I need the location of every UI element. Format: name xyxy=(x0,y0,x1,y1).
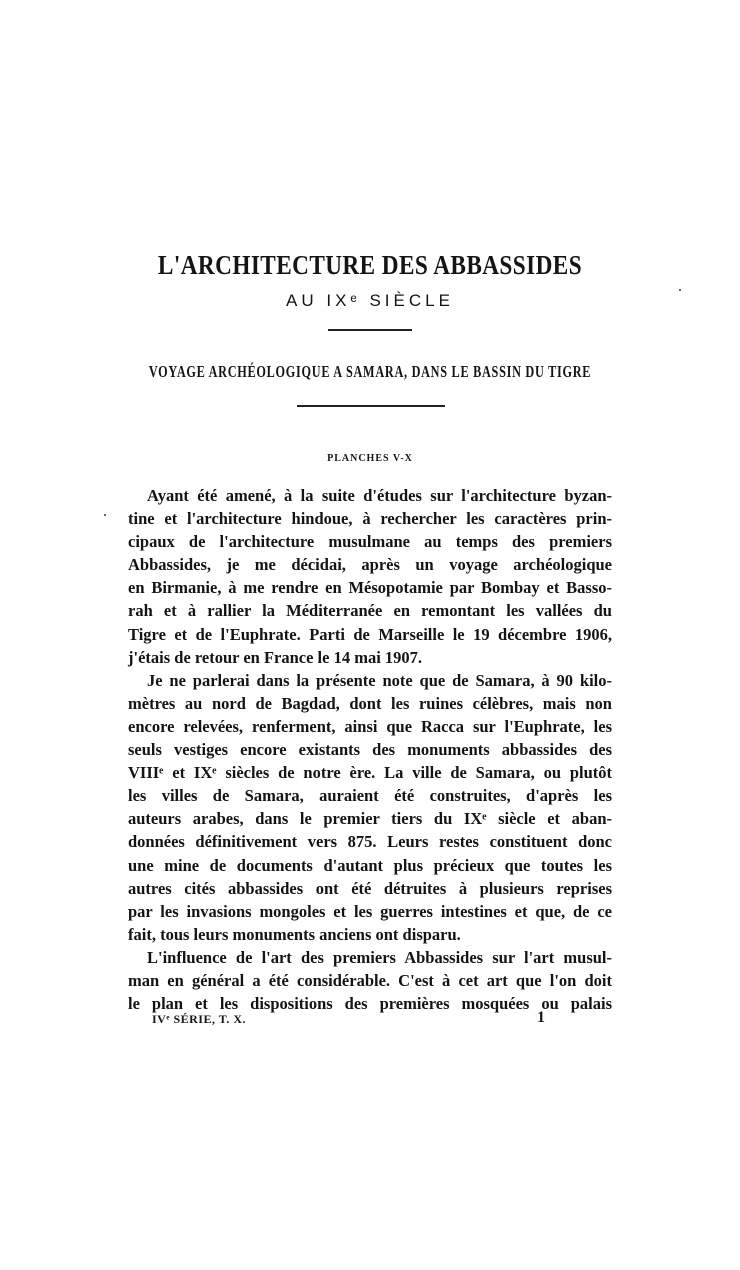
text-line: une mine de documents d'autant plus précieux que toutes les xyxy=(128,855,612,875)
article-heading: VOYAGE ARCHÉOLOGIQUE A SAMARA, DANS LE BASSIN DU TIGRE xyxy=(148,362,592,381)
page-number: 1 xyxy=(537,1009,545,1026)
title-divider xyxy=(328,329,412,331)
text-line: j'étais de retour en France le 14 mai 1907. xyxy=(128,647,423,667)
text-line: tine et l'architecture hindoue, à rechercher les caractères prin- xyxy=(128,509,612,529)
text-line: Ayant été amené, à la suite d'études sur l'architecture byzan- xyxy=(147,486,612,505)
text-line: Abbassides, je me décidai, après un voyage archéologique xyxy=(128,555,612,575)
text-line: auteurs arabes, dans le premier tiers du IXᵉ siècle et aban- xyxy=(128,809,612,829)
body-text xyxy=(128,484,612,1015)
text-line: Tigre et de l'Euphrate. Parti de Marseille le 19 décembre 1906, xyxy=(128,624,612,644)
article-title: L'ARCHITECTURE DES ABBASSIDES xyxy=(157,250,583,280)
article-subtitle: AU IXᵉ SIÈCLE xyxy=(286,291,454,310)
plates-reference: PLANCHES V-X xyxy=(327,453,413,464)
text-line: VIIIᵉ et IXᵉ siècles de notre ère. La ville de Samara, ou plutôt xyxy=(128,763,612,783)
series-label: IVᵉ SÉRIE, T. X. xyxy=(152,1012,247,1026)
text-line: en Birmanie, à me rendre en Mésopotamie par Bombay et Basso- xyxy=(128,578,612,598)
text-line: cipaux de l'architecture musulmane au temps des premiers xyxy=(128,532,612,552)
paragraph-2 xyxy=(128,669,612,946)
text-line: autres cités abbassides ont été détruites à plusieurs reprises xyxy=(128,878,612,898)
scan-speck xyxy=(104,514,106,516)
text-line: seuls vestiges encore existants des monuments abbassides des xyxy=(128,740,612,760)
paragraph-3 xyxy=(128,946,612,1015)
text-line: données définitivement vers 875. Leurs restes constituent donc xyxy=(128,832,612,852)
text-line: encore relevées, renferment, ainsi que Racca sur l'Euphrate, les xyxy=(128,716,612,736)
text-line: mètres au nord de Bagdad, dont les ruines célèbres, mais non xyxy=(128,693,612,713)
text-line: L'influence de l'art des premiers Abbassides sur l'art musul- xyxy=(147,947,612,967)
text-line: rah et à rallier la Méditerranée en remontant les vallées du xyxy=(128,601,612,621)
text-line: les villes de Samara, auraient été construites, d'après les xyxy=(128,786,612,806)
text-line: man en général a été considérable. C'est à cet art que l'on doit xyxy=(128,970,612,990)
text-line: fait, tous leurs monuments anciens ont disparu. xyxy=(128,924,461,944)
scan-speck xyxy=(679,289,681,291)
heading-divider xyxy=(297,405,445,407)
text-line: Je ne parlerai dans la présente note que de Samara, à 90 kilo- xyxy=(147,670,612,690)
text-line: par les invasions mongoles et les guerres intestines et que, de ce xyxy=(128,901,612,921)
text-line: le plan et les dispositions des premières mosquées ou palais xyxy=(128,994,612,1014)
page-footer xyxy=(152,1009,552,1032)
paragraph-1 xyxy=(128,484,612,669)
